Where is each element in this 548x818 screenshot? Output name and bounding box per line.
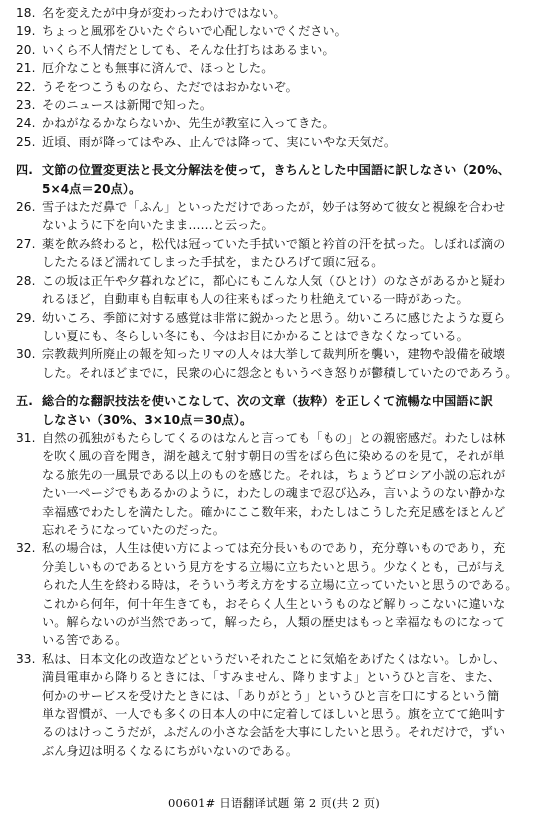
item-number: 24.	[16, 116, 36, 131]
item-number: 27.	[16, 236, 36, 251]
item-number: 19.	[16, 24, 36, 39]
text-line: しい夏にも、冬らしい冬にも、今はお目にかかることはできなくなっている。	[42, 328, 469, 343]
section-number: 四.	[16, 163, 33, 178]
list-item	[16, 59, 536, 77]
text-line: られた人生を終わる時は，そういう考え方をする立場に立っていたいと思うのである。	[42, 578, 518, 593]
list-item	[16, 22, 536, 40]
text-line: 満員電車から降りるときには、「すみません、降りますよ」というひと言を、また、	[42, 670, 501, 685]
item-text	[42, 198, 536, 235]
list-item	[16, 133, 536, 151]
item-number: 29.	[16, 310, 36, 325]
text-line: 幼いころ、季節に対する感覚は非常に鋭かったと思う。幼いころに感じたような夏ら	[42, 310, 506, 325]
list-item	[16, 96, 536, 114]
text-line: この坂は正午や夕暮れなどに，都心にもこんな人気（ひとけ）のなさがあるかと疑わ	[42, 273, 506, 288]
list-item	[16, 309, 536, 346]
page-footer: 00601# 日语翻译试题 第 2 页(共 2 页)	[168, 795, 380, 810]
item-number: 32.	[16, 541, 36, 556]
sentence-list-a	[16, 4, 536, 151]
text-line: 私の場合は，人生は使い方によっては充分長いものであり，充分尊いものであり，充	[42, 541, 506, 556]
section-5-heading	[16, 392, 536, 429]
text-line: 単な習慣が、一人でも多くの日本人の中に定着してほしいと思う。旗を立てて絶叫す	[42, 707, 506, 722]
item-text: いくら不人情だとしても、そんな仕打ちはあるまい。	[42, 42, 335, 57]
item-text: うそをつこうものなら、ただではおかないぞ。	[42, 79, 298, 94]
list-item	[16, 4, 536, 22]
text-line: ぶん身辺は明るくなるにちがいないのである。	[42, 743, 299, 758]
list-item	[16, 272, 536, 309]
item-number: 21.	[16, 61, 36, 76]
text-line: 私は、日本文化の改造などというだいそれたことに気焔をあげたくはない。しかし、	[42, 651, 506, 666]
item-text: そのニュースは新聞で知った。	[42, 98, 213, 113]
text-line: 自然の孤独がもたらしてくるのはなんと言っても「もの」との親密感だ。わたしは林	[42, 430, 506, 445]
list-item	[16, 198, 536, 235]
heading-line: 文節の位置変更法と長文分解法を使って，きちんとした中国語に訳しなさい（20%、	[42, 163, 510, 178]
text-line: い。解らないのが当然であって，解ったら，人類の歴史はもっと幸福なものになって	[42, 615, 506, 629]
item-text	[42, 650, 536, 760]
item-text: かねがなるかならないか、先生が教室に入ってきた。	[42, 116, 335, 131]
list-item	[16, 345, 536, 382]
item-text	[42, 309, 536, 346]
text-line: した。それほどまでに，民衆の心に怨念ともいうべき怒りが鬱積していたのであろう。	[42, 365, 518, 380]
text-line: たい一ページでもあるかのように，わたしの魂まで忍び込み，言いようのない静かな	[42, 486, 506, 501]
list-item	[16, 114, 536, 132]
item-number: 18.	[16, 6, 36, 20]
item-text: 厄介なことも無事に済んで、ほっとした。	[42, 61, 274, 76]
item-number: 30.	[16, 347, 36, 362]
section-4-heading	[16, 161, 536, 198]
text-line: 分美しいものであるという見方をする立場に立ちたいと思う。少なくとも，己が与え	[42, 559, 506, 574]
sentence-list-b	[16, 198, 536, 382]
list-item	[16, 429, 536, 539]
item-text	[42, 539, 536, 649]
text-line: したたるほど濡れてしまった手拭を，またひろげて頭に冠る。	[42, 255, 384, 270]
text-line: 薬を飲み終わると，松代は冠っていた手拭いで額と衿首の汗を拭った。しぼれば滴の	[42, 236, 506, 251]
list-item	[16, 650, 536, 760]
text-line: ないように下を向いたまま……と云った。	[42, 218, 274, 233]
text-line: これから何年，何十年生きても，おそらく人生というものなど解りっこないに違いな	[42, 596, 506, 611]
heading-line: 5×4点＝20点）。	[42, 181, 142, 196]
section-instructions	[42, 392, 536, 429]
heading-line: 総合的な翻訳技法を使いこなして、次の文章（抜粋）を正しくて流暢な中国語に訳	[42, 394, 493, 409]
item-text	[42, 235, 536, 272]
section-instructions	[42, 161, 536, 198]
list-item	[16, 41, 536, 59]
item-text	[42, 272, 536, 309]
passage-list	[16, 429, 536, 760]
text-line: 幸福感でわたしを満たした。確かにここ数年来，わたしはこうした充足感をほとんど	[42, 504, 506, 519]
list-item	[16, 539, 536, 649]
item-number: 26.	[16, 200, 36, 215]
text-line: れるほど，自動車も自転車も人の往来もぱったり杜絶えている一時があった。	[42, 292, 469, 307]
item-number: 22.	[16, 79, 36, 94]
section-number: 五.	[16, 394, 33, 409]
text-line: 雪子はただ鼻で「ふん」といっただけであったが，妙子は努めて彼女と視線を合わせ	[42, 200, 506, 215]
item-text: ちょっと風邪をひいたぐらいで心配しないでください。	[42, 24, 347, 39]
item-text	[42, 345, 536, 382]
item-number: 31.	[16, 430, 36, 445]
text-line: 宗教裁判所廃止の報を知ったリマの人々は大挙して裁判所を襲い，建物や設備を破壊	[42, 347, 506, 362]
text-line: を吹く風の音を聞き，湖を越えて射す朝日の雪をばら色に染めるのを見て，それが単	[42, 449, 505, 464]
heading-line: しなさい（30%、3×10点＝30点）。	[42, 412, 253, 427]
item-text	[42, 429, 536, 539]
text-line: いる筈である。	[42, 633, 128, 648]
text-line: るのはけっこうだが，ふだんの小さな会話を大事にしたいと思う。それだけで，ずい	[42, 725, 506, 740]
list-item	[16, 78, 536, 96]
item-number: 33.	[16, 651, 36, 666]
item-text: 名を変えたが中身が変わったわけではない。	[42, 6, 286, 20]
item-number: 28.	[16, 273, 36, 288]
text-line: 忘れそうになっていたのだった。	[42, 522, 225, 537]
item-number: 20.	[16, 42, 36, 57]
item-number: 25.	[16, 134, 36, 149]
list-item	[16, 235, 536, 272]
text-line: なる旅先の一風景である以上のものを感じた。それは，ちょうどロシア小説の忘れが	[42, 467, 506, 482]
text-line: 何かのサービスを受けたときには、「ありがとう」というひと言を口にするという簡	[42, 688, 500, 703]
item-text: 近頃、雨が降ってはやみ、止んでは降って、実にいやな天気だ。	[42, 134, 397, 149]
item-number: 23.	[16, 98, 36, 113]
